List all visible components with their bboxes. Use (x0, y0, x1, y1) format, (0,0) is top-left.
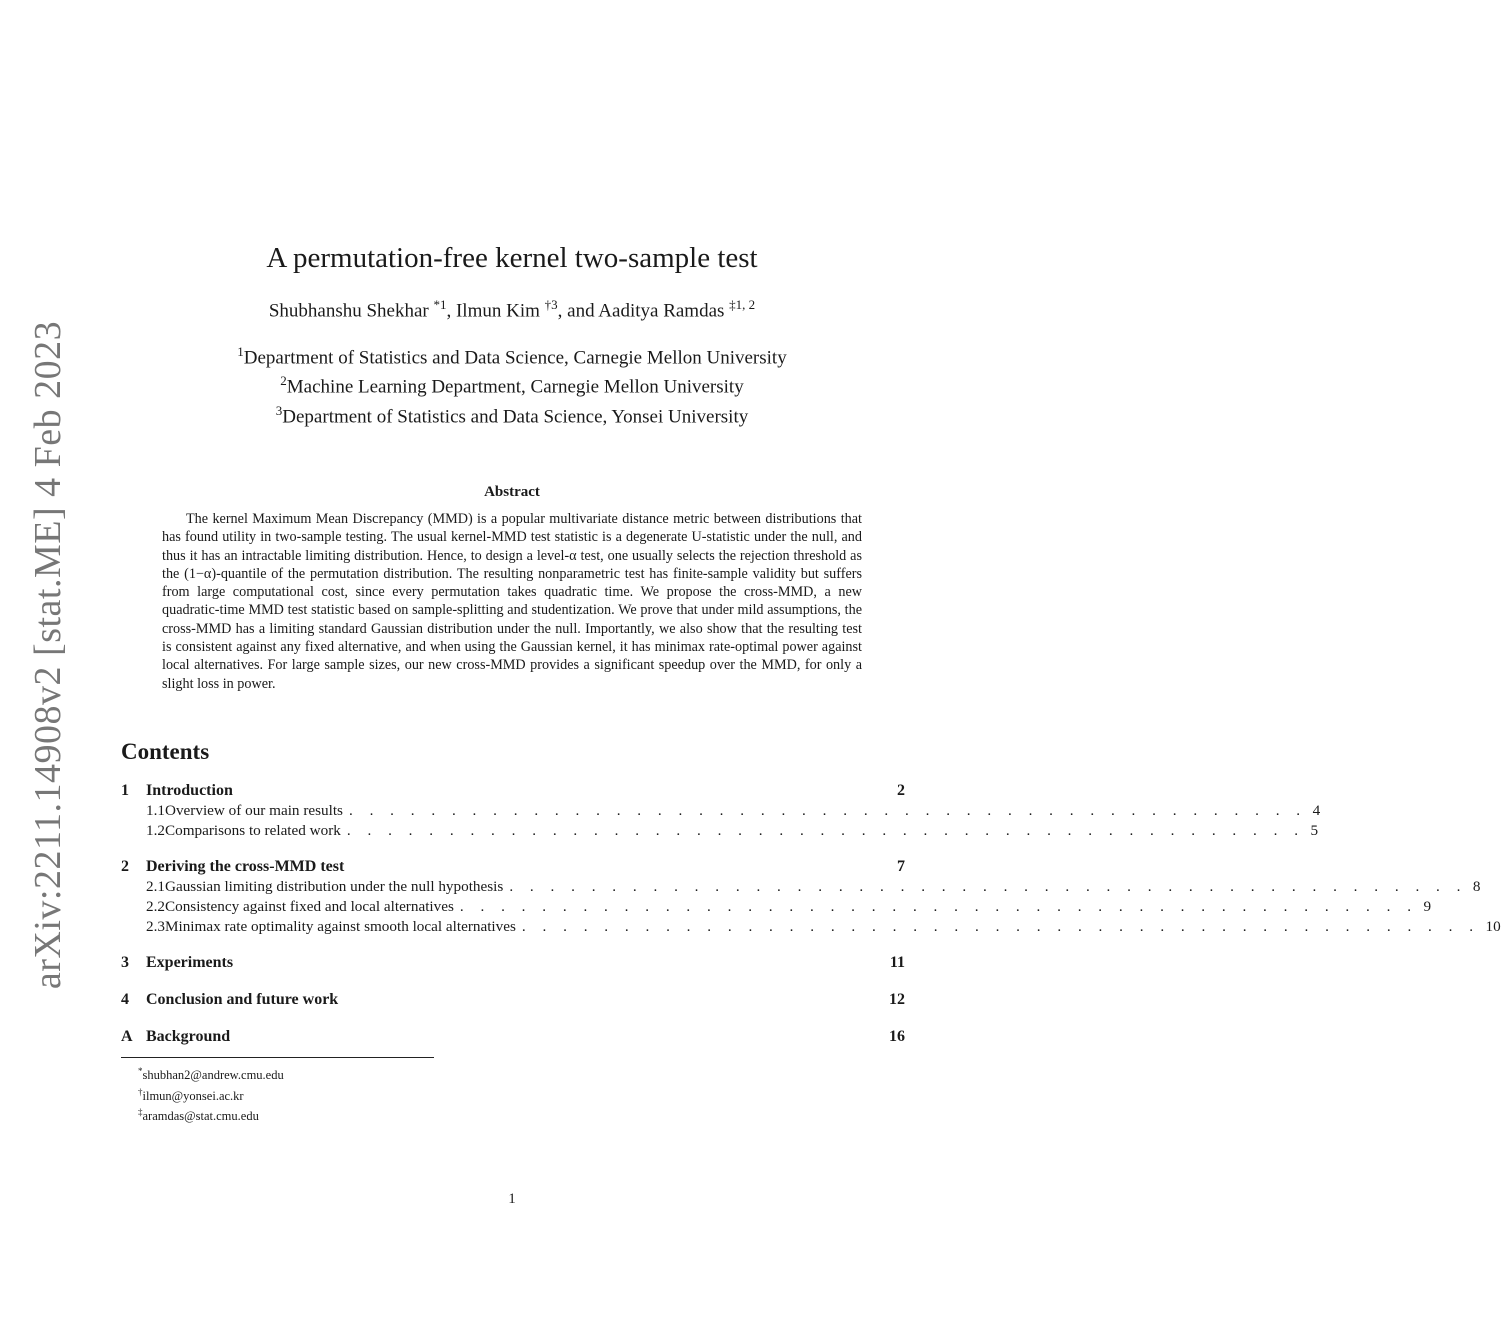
toc-subsection[interactable] (121, 878, 1481, 898)
toc-section-label: Deriving the cross-MMD test (146, 858, 345, 875)
toc-subsection-number: 2.1 (146, 878, 165, 895)
page-number: 1 (508, 1191, 516, 1207)
paper-title: A permutation-free kernel two-sample test (266, 242, 758, 274)
footnote (138, 1063, 284, 1084)
toc-subsection[interactable] (121, 918, 1501, 938)
toc-leader-dots: . . . . . . . . . . . . . . . . . . . . . . . . . . . . . . . . . . . . . . . . . . . . . . . (509, 878, 1467, 895)
abstract-heading: Abstract (484, 484, 540, 500)
affiliation-text: Department of Statistics and Data Science, Yonsei University (282, 405, 749, 427)
toc-subsection-page: 8 (1472, 878, 1481, 895)
affiliation-list (0, 340, 1024, 428)
toc-leader-dots: . . . . . . . . . . . . . . . . . . . . . . . . . . . . . . . . . . . . . . . . . . . . . . . (348, 802, 1307, 819)
affiliation-text: Machine Learning Department, Carnegie Mellon University (286, 376, 744, 398)
author-list (0, 297, 1024, 322)
toc-subsection-page: 9 (1423, 898, 1432, 915)
footnote-divider (121, 1057, 434, 1058)
toc-leader-dots: . . . . . . . . . . . . . . . . . . . . . . . . . . . . . . . . . . . . . . . . . . . . . . . (521, 918, 1480, 935)
affiliation-text: Department of Statistics and Data Science, Carnegie Mellon University (243, 347, 787, 369)
arxiv-identifier: arXiv:2211.14908v2 [stat.ME] 4 Feb 2023 (27, 320, 69, 990)
author-name: Shubhanshu Shekhar (268, 300, 429, 322)
abstract-body: The kernel Maximum Mean Discrepancy (MMD) is a popular multivariate distance metric between distributions that has found utility in two-sample testing. The usual kernel-MMD test statistic is a degenerate U-statistic under the null, and thus it has an intractable limiting distribution. Hence, to design a level-α test, one usually selects the rejection threshold as the (1−α)-quantile of the permutation distribution. The resulting nonparametric test has finite-sample validity but suffers from large computational cost, since every permutation takes quadratic time. We propose the cross-MMD, a new quadratic-time MMD test statistic based on sample-splitting and studentization. We prove that under mild assumptions, the cross-MMD has a limiting standard Gaussian distribution under the null. Importantly, we also show that the resulting test is consistent against any fixed alternative, and when using the Gaussian kernel, it has minimax rate-optimal power against local alternatives. For large sample sizes, our new cross-MMD provides a significant speedup over the MMD, for only a slight loss in power. (162, 511, 862, 692)
author-marker: *1 (433, 297, 447, 312)
table-of-contents (121, 782, 1501, 1048)
toc-subsection-page: 5 (1310, 822, 1319, 839)
footnote-list (138, 1063, 284, 1125)
toc-subsection-number: 1.2 (146, 822, 165, 839)
toc-subsection-number: 2.3 (146, 918, 165, 935)
footnote (138, 1084, 284, 1105)
toc-subsection-label: Comparisons to related work (164, 822, 341, 839)
affiliation-marker: 2 (280, 373, 287, 389)
author-separator: , (446, 300, 456, 322)
toc-subsection-label: Consistency against fixed and local alternatives (164, 898, 454, 915)
author-marker: †3 (544, 297, 558, 312)
toc-subsection[interactable] (121, 822, 1319, 842)
affiliation (0, 399, 1024, 428)
footnote-email[interactable]: aramdas@stat.cmu.edu (142, 1109, 259, 1124)
toc-subsection-page: 10 (1485, 918, 1501, 935)
toc-section-number: A (121, 1028, 133, 1045)
toc-subsection-number: 2.2 (146, 898, 165, 915)
toc-section-number: 3 (121, 954, 129, 971)
toc-leader-dots: . . . . . . . . . . . . . . . . . . . . . . . . . . . . . . . . . . . . . . . . . . . . . . . (346, 822, 1305, 839)
affiliation (0, 340, 1024, 369)
toc-leader-dots: . . . . . . . . . . . . . . . . . . . . . . . . . . . . . . . . . . . . . . . . . . . . . . . (459, 898, 1418, 915)
toc-section-page: 11 (889, 954, 905, 971)
affiliation-marker: 1 (237, 344, 244, 359)
toc-section-page: 12 (889, 991, 905, 1008)
footnote-email[interactable]: ilmun@yonsei.ac.kr (142, 1088, 244, 1103)
footnote (138, 1104, 284, 1125)
toc-subsection-label: Minimax rate optimality against smooth local alternatives (164, 918, 516, 935)
toc-section-label: Background (146, 1028, 231, 1045)
affiliation (0, 369, 1024, 398)
toc-section-page: 2 (897, 782, 905, 799)
footnote-email[interactable]: shubhan2@andrew.cmu.edu (142, 1068, 284, 1083)
toc-section[interactable] (121, 991, 905, 1011)
toc-subsection-label: Gaussian limiting distribution under the null hypothesis (164, 878, 504, 895)
author-marker: ‡1, 2 (729, 297, 756, 312)
toc-subsection-label: Overview of our main results (164, 802, 343, 819)
toc-section[interactable] (121, 858, 905, 878)
toc-subsection-page: 4 (1312, 802, 1321, 819)
toc-subsection[interactable] (121, 802, 1321, 822)
toc-section[interactable] (121, 954, 905, 974)
toc-section-label: Introduction (146, 782, 233, 799)
toc-section-number: 1 (121, 782, 129, 799)
toc-section-number: 4 (121, 991, 129, 1008)
author-name: Aaditya Ramdas (598, 300, 725, 322)
toc-section-page: 16 (889, 1028, 905, 1045)
toc-section-label: Experiments (146, 954, 234, 971)
footnote-marker: ‡ (138, 1107, 143, 1118)
contents-heading: Contents (121, 739, 210, 764)
footnote-marker: † (138, 1086, 143, 1097)
toc-subsection[interactable] (121, 898, 1432, 918)
toc-section-number: 2 (121, 858, 129, 875)
arxiv-side-stamp (18, 320, 78, 990)
toc-subsection-number: 1.1 (146, 802, 165, 819)
toc-section-page: 7 (897, 858, 905, 875)
affiliation-marker: 3 (275, 402, 283, 418)
author-separator: , and (557, 300, 599, 322)
toc-section[interactable] (121, 782, 905, 802)
footnote-marker: * (138, 1066, 143, 1076)
toc-section-label: Conclusion and future work (146, 991, 339, 1008)
author-name: Ilmun Kim (455, 300, 540, 322)
toc-section[interactable] (121, 1028, 905, 1048)
